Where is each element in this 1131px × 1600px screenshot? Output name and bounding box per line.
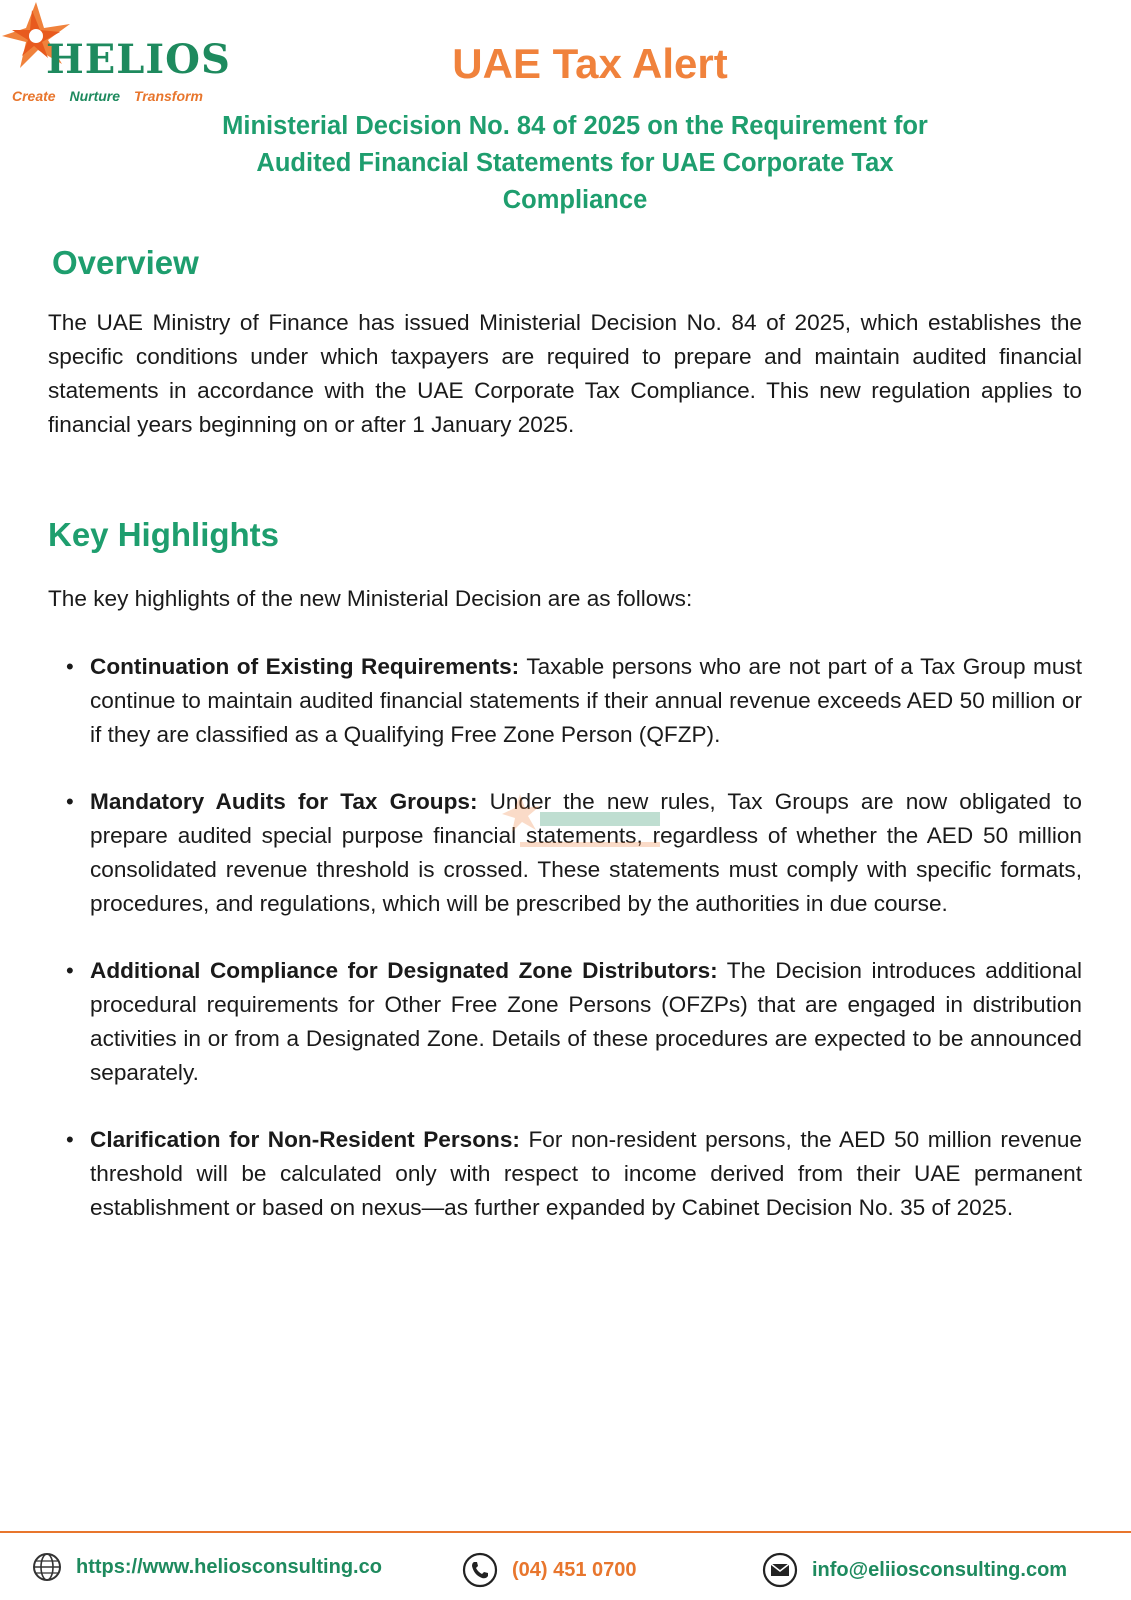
- globe-icon: [32, 1552, 62, 1582]
- logo-tagline: Create Nurture Transform: [12, 88, 203, 104]
- phone-number[interactable]: (04) 451 0700: [512, 1558, 637, 1581]
- page-subtitle: Ministerial Decision No. 84 of 2025 on the Requirement for Audited Financial Statements for UAE Corporate Tax Compliance: [222, 112, 928, 214]
- bullet-text: Under the new rules, Tax Groups are now obligated to prepare audited special purpose financial statements, regardless of whether the AED 50 million consolidated revenue threshold is crossed. These statements must comply with specific formats, procedures, and regulations, which will be prescribed by the authorities in due course.: [90, 789, 1082, 916]
- bullet-dot-icon: •: [66, 789, 74, 814]
- bullet-title: Continuation of Existing Requirements:: [90, 654, 520, 679]
- overview-text: The UAE Ministry of Finance has issued Ministerial Decision No. 84 of 2025, which establishes the specific conditions under which taxpayers are required to prepare and maintain audited financial statements in accordance with the UAE Corporate Tax Compliance. This new regulation applies to financial years beginning on or after 1 January 2025.: [48, 310, 1082, 437]
- logo-wordmark: HELIOS: [46, 36, 231, 83]
- bullet-title: Clarification for Non-Resident Persons:: [90, 1127, 520, 1152]
- phone-icon: [462, 1552, 498, 1588]
- footer-website[interactable]: [32, 1552, 382, 1582]
- footer-phone[interactable]: [462, 1552, 637, 1588]
- list-item: [48, 650, 1082, 752]
- bullet-text: The Decision introduces additional procedural requirements for Other Free Zone Persons (OFZPs) that are engaged in distribution activities in or from a Designated Zone. Details of these procedures are expected to be announced separately.: [90, 958, 1082, 1085]
- bullet-text: For non-resident persons, the AED 50 million revenue threshold will be calculated only with respect to income derived from their UAE permanent establishment or based on nexus—as further expanded by Cabinet Decision No. 35 of 2025.: [90, 1127, 1083, 1220]
- highlights-list: [48, 650, 1082, 1258]
- footer-divider: [0, 1531, 1131, 1533]
- bullet-title: Additional Compliance for Designated Zone Distributors:: [90, 958, 718, 983]
- highlights-heading: Key Highlights: [48, 516, 280, 553]
- bullet-text: Taxable persons who are not part of a Tax Group must continue to maintain audited financial statements if their annual revenue exceeds AED 50 million or if they are classified as a Qualifying Free Zone Person (QFZP).: [90, 654, 1082, 747]
- list-item: [48, 1123, 1082, 1225]
- footer-email[interactable]: [762, 1552, 1067, 1588]
- page-title: UAE Tax Alert: [452, 40, 728, 87]
- mail-icon: [762, 1552, 798, 1588]
- overview-heading: Overview: [52, 244, 199, 281]
- bullet-dot-icon: •: [66, 958, 74, 983]
- highlights-intro: The key highlights of the new Ministerial Decision are as follows:: [48, 586, 693, 611]
- email-link[interactable]: info@eliiosconsulting.com: [812, 1558, 1068, 1581]
- watermark-logo-icon: [500, 790, 670, 860]
- bullet-dot-icon: •: [66, 1127, 74, 1152]
- list-item: [48, 954, 1082, 1090]
- bullet-dot-icon: •: [66, 654, 74, 679]
- bullet-title: Mandatory Audits for Tax Groups:: [90, 789, 478, 814]
- website-link[interactable]: https://www.heliosconsulting.co: [76, 1555, 382, 1578]
